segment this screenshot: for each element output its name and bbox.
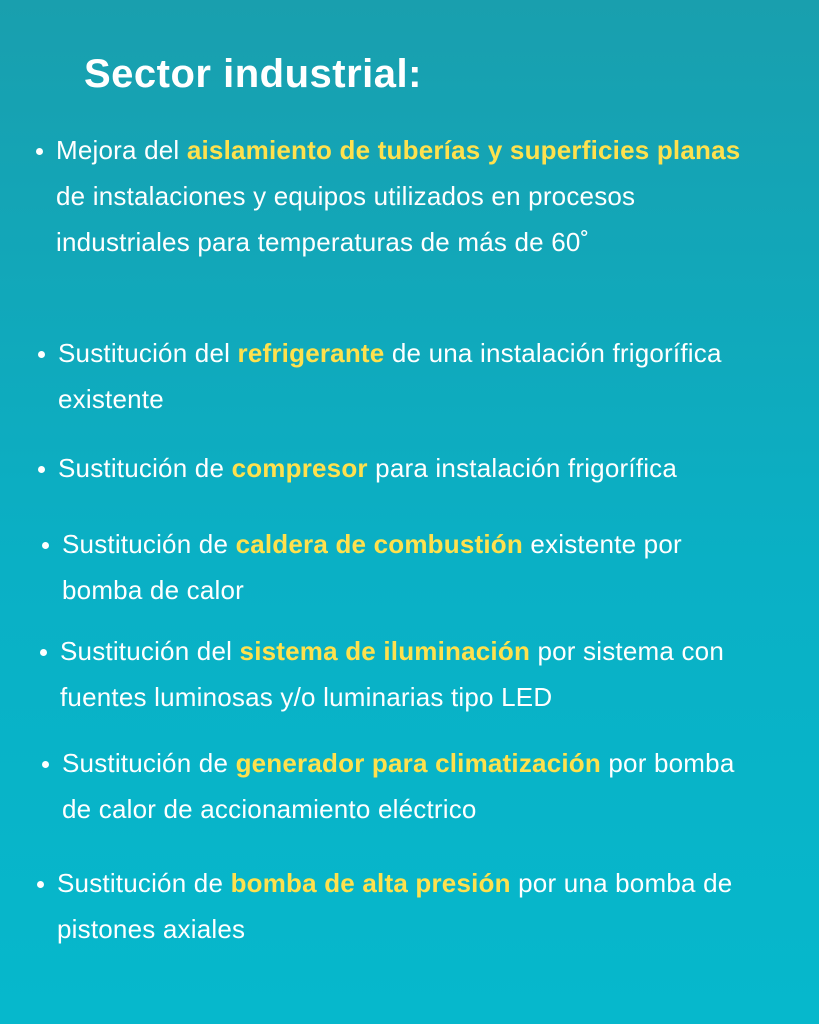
page-title: Sector industrial:: [84, 52, 422, 96]
item-text: por bomba de calor de accionamiento eléctrico: [62, 748, 735, 824]
list-item-boiler: [62, 521, 762, 613]
item-text: existente por bomba de calor: [62, 529, 682, 605]
list-item-pump: [57, 860, 757, 952]
item-highlight: aislamiento de tuberías y superficies planas: [186, 135, 741, 165]
item-text: Sustitución de: [62, 748, 236, 778]
item-text: Sustitución de: [58, 453, 232, 483]
item-text: Sustitución de: [62, 529, 236, 559]
list-item-insulation: [56, 127, 756, 265]
bullet-icon: [40, 649, 47, 656]
bullet-icon: [37, 881, 44, 888]
item-highlight: caldera de combustión: [235, 529, 523, 559]
item-text: Mejora del: [56, 135, 187, 165]
bullet-icon: [36, 148, 43, 155]
item-text: para instalación frigorífica: [367, 453, 678, 483]
bullet-icon: [38, 466, 45, 473]
item-highlight: bomba de alta presión: [230, 868, 511, 898]
item-text: de una instalación frigorífica existente: [58, 338, 722, 414]
item-text: por sistema con fuentes luminosas y/o luminarias tipo LED: [60, 636, 724, 712]
item-text: Sustitución de: [57, 868, 231, 898]
item-text: por una bomba de pistones axiales: [57, 868, 733, 944]
list-item-compressor: [58, 445, 798, 491]
item-text: Sustitución del: [58, 338, 238, 368]
bullet-icon: [42, 761, 49, 768]
item-highlight: generador para climatización: [235, 748, 601, 778]
list-item-lighting: [60, 628, 770, 720]
list-item-hvac-generator: [62, 740, 762, 832]
item-text: de instalaciones y equipos utilizados en procesos industriales para temperaturas de más de 60˚: [56, 181, 636, 257]
item-highlight: sistema de iluminación: [239, 636, 531, 666]
item-text: Sustitución del: [60, 636, 240, 666]
item-highlight: compresor: [231, 453, 368, 483]
item-highlight: refrigerante: [237, 338, 385, 368]
list-item-refrigerant: [58, 330, 758, 422]
bullet-icon: [42, 542, 49, 549]
bullet-icon: [38, 351, 45, 358]
